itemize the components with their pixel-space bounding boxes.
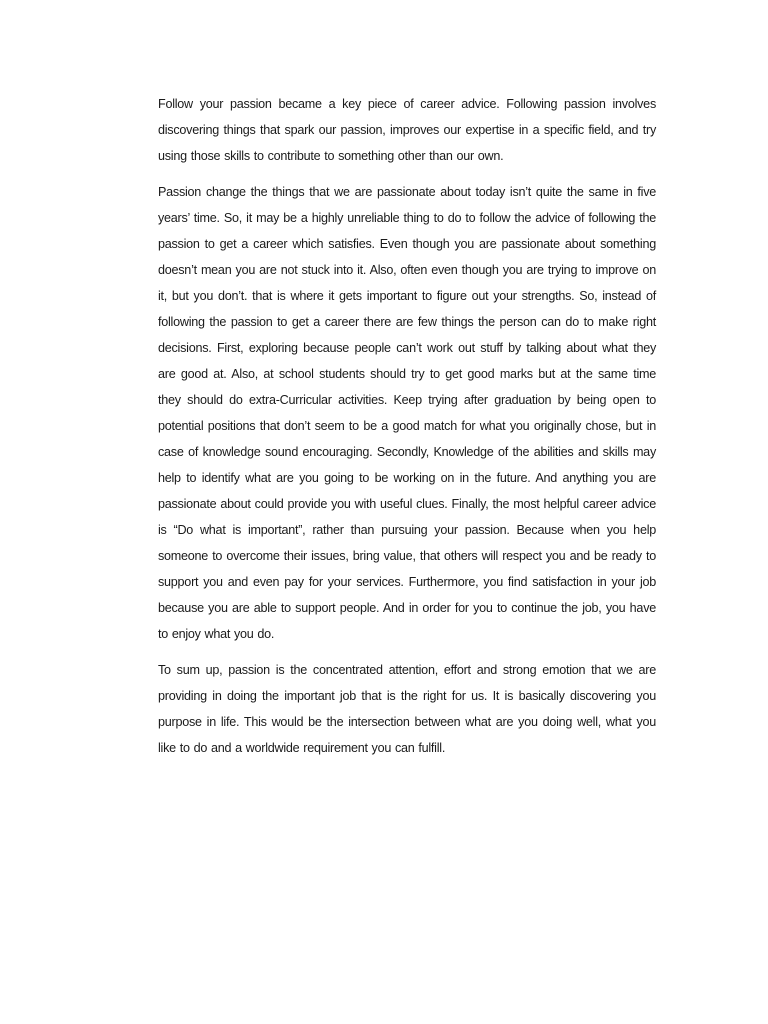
paragraph-intro: Follow your passion became a key piece of career advice. Following passion involves discovering things that spark our passion, improves our expertise in a specific field, and try using those skills to contribute to something other than our own. — [158, 97, 656, 163]
paragraph-conclusion: To sum up, passion is the concentrated attention, effort and strong emotion that we are providing in doing the important job that is the right for us. It is basically discovering you purpose in life. This would be the intersection between what are you doing well, what you like to do and a worldwide requirement you can fulfill. — [158, 663, 656, 755]
paragraph-body: Passion change the things that we are passionate about today isn’t quite the same in five years’ time. So, it may be a highly unreliable thing to do to follow the advice of following the passion to get a career which satisfies. Even though you are passionate about something doesn’t mean you are not stuck into it. Also, often even though you are trying to improve on it, but you don’t. that is where it gets important to figure out your strengths. So, instead of following the passion to get a career there are few things the person can do to make right decisions. First, exploring because people can’t work out stuff by talking about what they are good at. Also, at school students should try to get good marks but at the same time they should do extra-Curricular activities. Keep trying after graduation by being open to potential positions that don’t seem to be a good match for what you originally chose, but in case of knowledge sound encouraging. Secondly, Knowledge of the abilities and skills may help to identify what are you going to be working on in the future. And anything you are passionate about could provide you with useful clues. Finally, the most helpful career advice is “Do what is important”, rather than pursuing your passion. Because when you help someone to overcome their issues, bring value, that others will respect you and be ready to support you and even pay for your services. Furthermore, you find satisfaction in your job because you are able to support people. And in order for you to continue the job, you have to enjoy what you do. — [158, 185, 656, 641]
document-body — [158, 91, 656, 771]
